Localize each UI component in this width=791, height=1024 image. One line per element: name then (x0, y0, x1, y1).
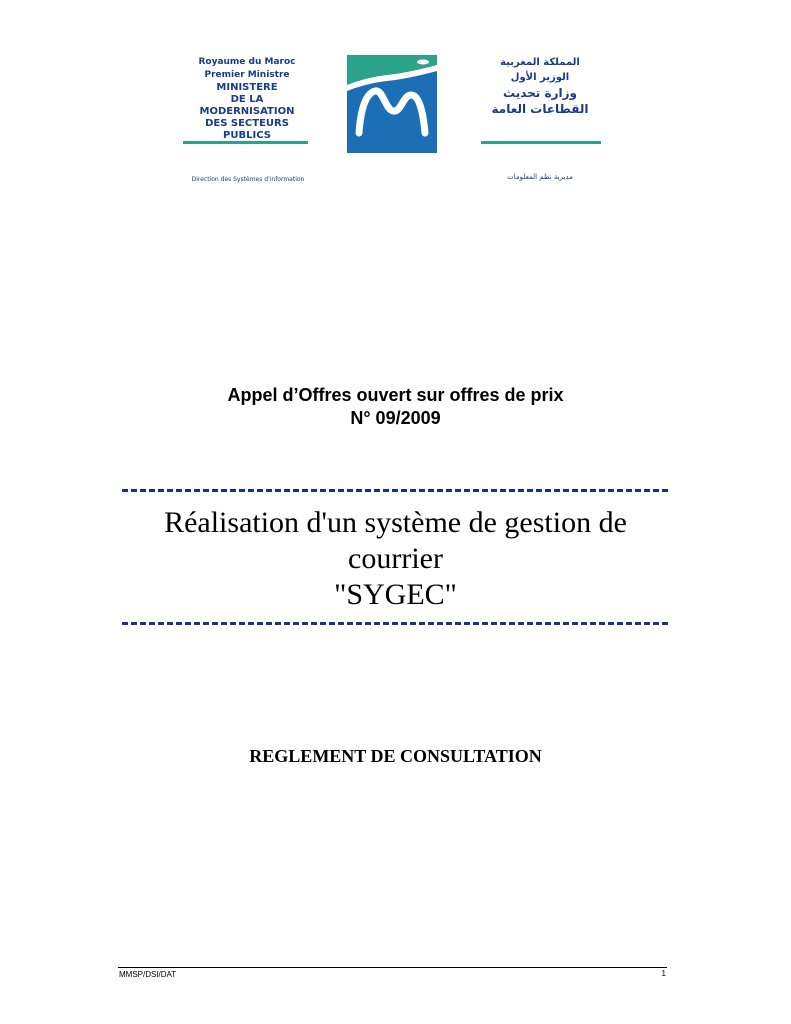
title-line-3: "SYGEC" (334, 578, 457, 611)
ministry-line-3: DES SECTEURS PUBLICS (205, 118, 289, 141)
french-divider (183, 141, 308, 144)
arabic-ministry-line-2: القطاعات العامة (491, 102, 589, 116)
arabic-prime-minister-label: الوزير الأول (510, 72, 570, 83)
bottom-dashed-separator (122, 622, 668, 626)
kingdom-label: Royaume du Maroc (198, 57, 296, 67)
page-number: 1 (661, 969, 666, 978)
arabic-ministry-line-1: وزارة تحديث (503, 86, 577, 100)
footer-divider (118, 967, 667, 968)
arabic-divider (481, 141, 601, 144)
arabic-ministry-block (478, 55, 602, 117)
title-line-2: courrier (348, 542, 443, 575)
document-subtitle: REGLEMENT DE CONSULTATION (249, 746, 542, 766)
tender-heading (0, 384, 791, 430)
ministry-line-2: DE LA MODERNISATION (199, 94, 295, 117)
french-ministry-block (182, 56, 312, 142)
prime-minister-label: Premier Ministre (204, 70, 290, 80)
tender-number: N° 09/2009 (350, 408, 441, 428)
document-header (0, 0, 791, 200)
top-dashed-separator (122, 489, 668, 493)
title-line-1: Réalisation d'un système de gestion de (164, 506, 627, 539)
ministry-line-1: MINISTERE (216, 82, 278, 93)
tender-line-1: Appel d’Offres ouvert sur offres de prix (227, 385, 564, 405)
arabic-direction-label: مديرية نظم المعلومات (507, 173, 573, 181)
ministry-logo (347, 55, 437, 153)
document-title (0, 505, 791, 613)
footer-reference: MMSP/DSI/DAT (119, 970, 177, 979)
french-direction-label: Direction des Systèmes d'information (191, 176, 305, 183)
arabic-kingdom-label: المملكة المغربية (500, 57, 580, 68)
